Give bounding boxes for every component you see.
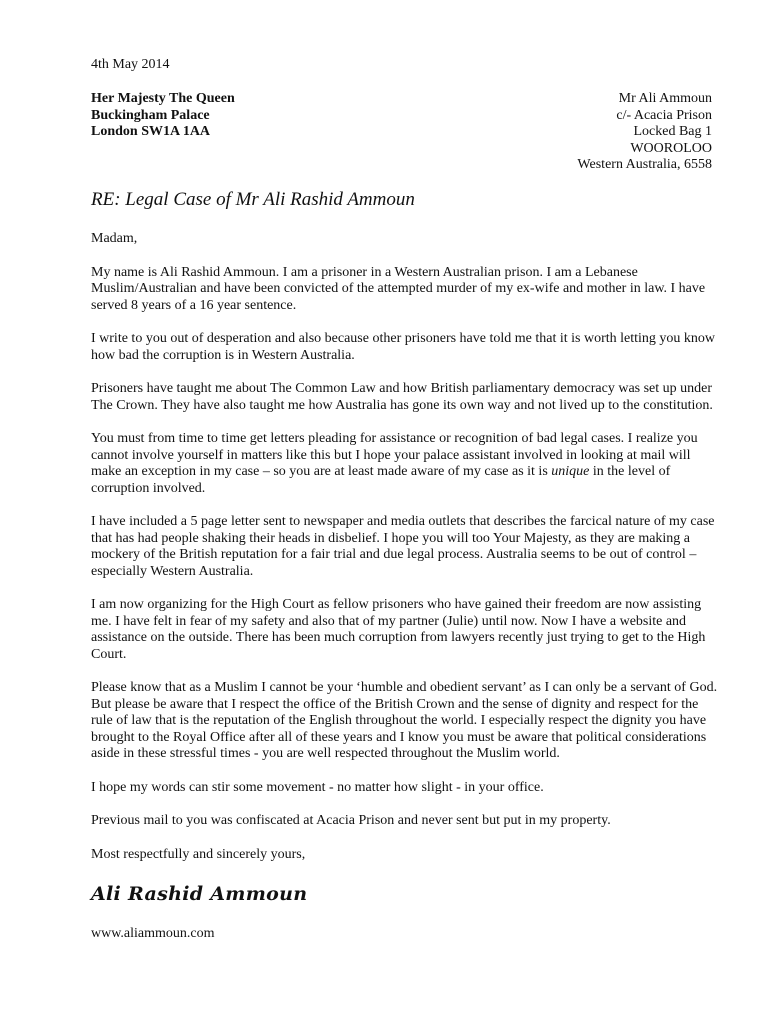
sender-address: [577, 91, 712, 174]
sender-line: c/- Acacia Prison: [616, 107, 712, 123]
recipient-line: Her Majesty The Queen: [91, 91, 235, 106]
body-paragraph: [91, 331, 721, 364]
paragraph-line: Please know that as a Muslim I cannot be your ‘humble and obedient servant’ as I can only be a servant of God.: [91, 680, 718, 695]
paragraph-line: especially Western Australia.: [91, 563, 254, 579]
paragraph-line: Previous mail to you was confiscated at Acacia Prison and never sent but put in my property.: [91, 813, 611, 828]
paragraph-fragment: in the level of: [589, 464, 671, 479]
body-paragraph: [91, 431, 721, 497]
body-paragraph: [91, 597, 721, 663]
paragraph-line: rule of law that is the reputation of the English throughout the world. I especially respect the dignity you have: [91, 713, 707, 728]
paragraph-line: brought to the Royal Office after all of these years and I know you must be aware that political considerations: [91, 729, 707, 745]
closing-text: Most respectfully and sincerely yours,: [91, 846, 306, 862]
salutation-text: Madam,: [91, 231, 138, 246]
paragraph-line: corruption involved.: [91, 480, 206, 496]
recipient-line: Buckingham Palace: [91, 107, 210, 123]
paragraph-line: [91, 464, 721, 481]
website-link[interactable]: www.aliammoun.com: [91, 926, 215, 941]
handwritten-signature: Ali Rashid Ammoun: [91, 883, 308, 905]
paragraph-line: that has had people shaking their heads in disbelief. I hope you will too Your Majesty, as they are making a: [91, 530, 691, 546]
paragraph-line: how bad the corruption is in Western Australia.: [91, 347, 355, 363]
sender-line: Locked Bag 1: [633, 124, 712, 139]
body-paragraph: [91, 680, 721, 763]
paragraph-line: aside in these stressful times - you are well respected throughout the Muslim world.: [91, 746, 560, 761]
paragraph-line: Court.: [91, 646, 127, 662]
paragraph-line: Muslim/Australian and have been convicted of the attempted murder of my ex-wife and mother in law. I have: [91, 281, 706, 296]
body-paragraph: [91, 265, 721, 315]
body-paragraph: [91, 514, 721, 580]
paragraph-line: cannot involve yourself in matters like this but I hope your palace assistant involved in looking at mail will: [91, 447, 691, 463]
body-paragraph: [91, 780, 721, 797]
paragraph-line: The Crown. They have also taught me how Australia has gone its own way and not lived up to the constitution.: [91, 397, 713, 413]
recipient-line: London SW1A 1AA: [91, 124, 211, 139]
subject-line: RE: Legal Case of Mr Ali Rashid Ammoun: [91, 189, 415, 210]
salutation: [91, 231, 721, 248]
sender-line: WOOROLOO: [630, 140, 712, 156]
paragraph-line: I hope my words can stir some movement - no matter how slight - in your office.: [91, 779, 544, 795]
sender-line: Western Australia, 6558: [577, 157, 712, 172]
closing: [91, 847, 721, 864]
sender-line: Mr Ali Ammoun: [618, 91, 712, 106]
paragraph-line: I have included a 5 page letter sent to newspaper and media outlets that describes the farcical nature of my case: [91, 514, 715, 529]
paragraph-line: I am now organizing for the High Court as fellow prisoners who have gained their freedom are now assisting: [91, 597, 702, 612]
paragraph-fragment: make an exception in my case – so you are at least made aware of my case as it is: [91, 464, 552, 479]
paragraph-line: me. I have felt in fear of my safety and also that of my partner (Julie) until now. Now I have a website and: [91, 613, 687, 629]
emphasis-unique: unique: [551, 464, 590, 479]
paragraph-line: You must from time to time get letters pleading for assistance or recognition of bad legal cases. I realize you: [91, 431, 698, 446]
body-paragraph: [91, 381, 721, 414]
paragraph-line: Prisoners have taught me about The Common Law and how British parliamentary democracy was set up under: [91, 381, 713, 396]
paragraph-line: I write to you out of desperation and also because other prisoners have told me that it is worth letting you know: [91, 331, 716, 346]
letter-body: [91, 231, 721, 863]
paragraph-line: My name is Ali Rashid Ammoun. I am a prisoner in a Western Australian prison. I am a Lebanese: [91, 264, 638, 280]
letter-date: 4th May 2014: [91, 57, 170, 72]
paragraph-line: mockery of the British reputation for a fair trial and due legal process. Australia seems to be out of control –: [91, 547, 697, 562]
paragraph-line: assistance on the outside. There has been much corruption from lawyers recently just trying to get to the High: [91, 630, 706, 645]
paragraph-line: served 8 years of a 16 year sentence.: [91, 297, 297, 313]
recipient-address: [91, 91, 235, 141]
body-paragraph: [91, 813, 721, 830]
paragraph-line: But please be aware that I respect the office of the British Crown and the sense of dignity and respect for the: [91, 696, 699, 712]
